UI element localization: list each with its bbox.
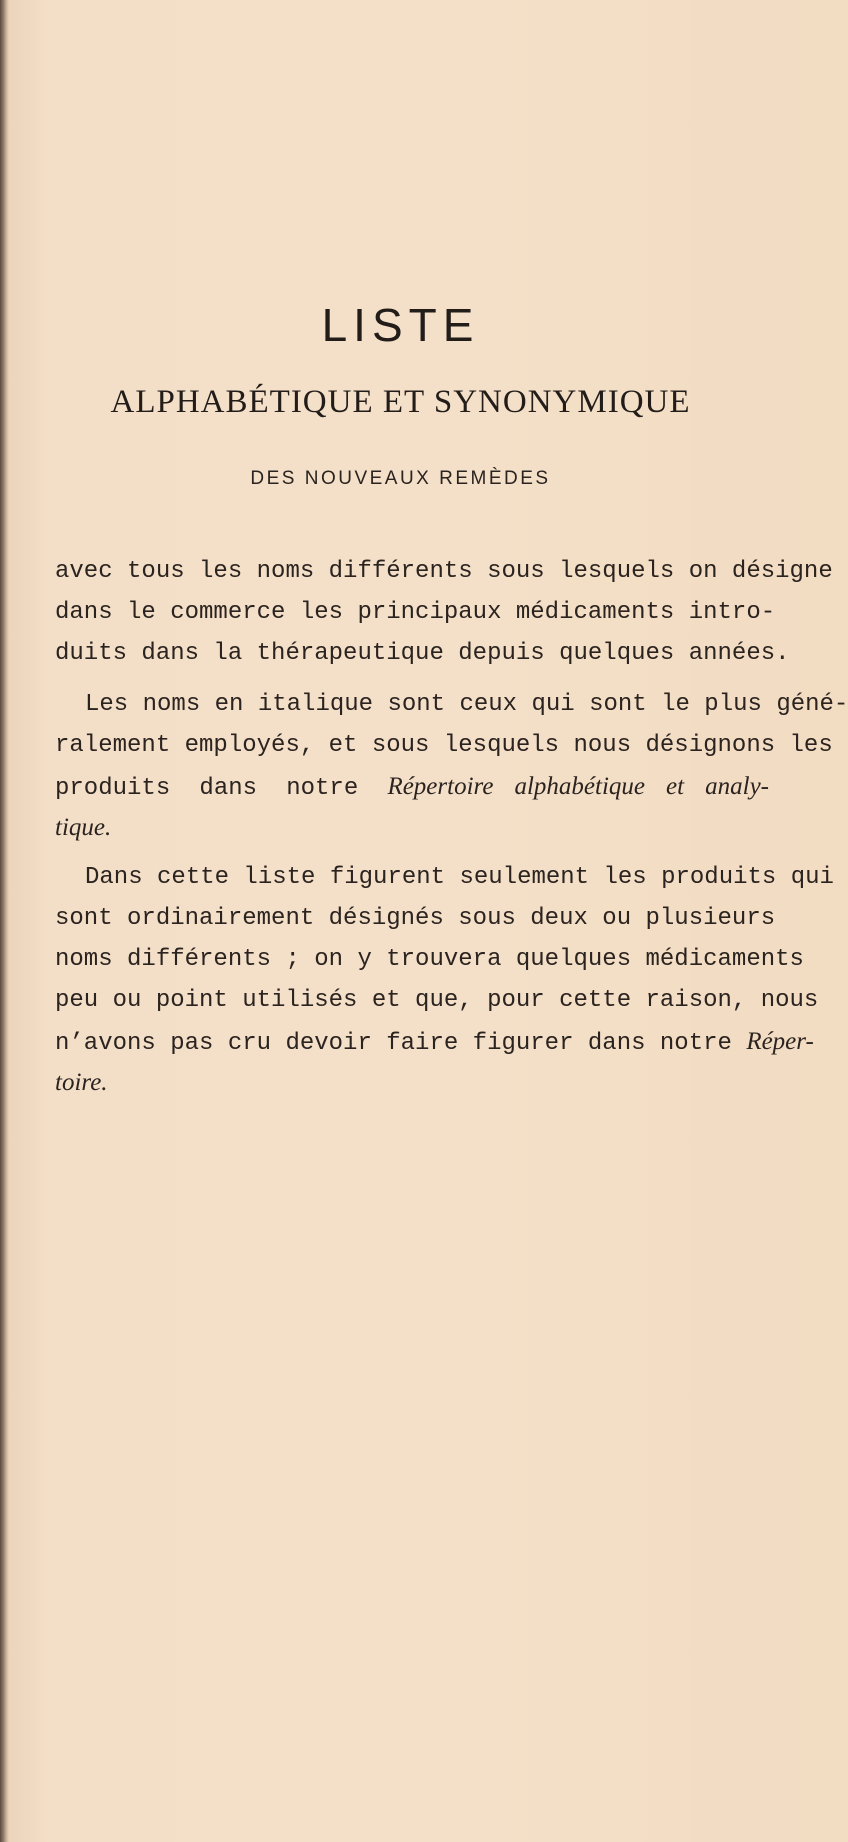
- paragraph-line: dans le commerce les principaux médicaments intro-: [55, 599, 776, 626]
- paragraph-line: [55, 766, 769, 807]
- paragraph-line: Les noms en italique sont ceux qui sont le plus géné-: [85, 691, 848, 718]
- paragraph-list-content: [55, 857, 834, 1103]
- paragraph-text: n’avons pas cru devoir faire figurer dans notre: [55, 1030, 747, 1057]
- paragraph-line: peu ou point utilisés et que, pour cette raison, nous: [55, 987, 819, 1014]
- title-subtitle: ALPHABÉTIQUE ET SYNONYMIQUE: [110, 384, 691, 420]
- italic-text: Réper-: [746, 1028, 814, 1055]
- paragraph-line: [55, 1021, 814, 1062]
- paragraph-line: [55, 1062, 769, 1103]
- paragraph-line: [55, 807, 769, 848]
- paragraph-text: produits dans notre: [55, 775, 388, 802]
- paragraph-line: ralement employés, et sous lesquels nous désignons les: [55, 732, 833, 759]
- italic-text: toire.: [55, 1069, 108, 1096]
- title-small: DES NOUVEAUX REMÈDES: [250, 468, 551, 489]
- binding-edge: [0, 0, 9, 1842]
- paragraph-line: duits dans la thérapeutique depuis quelques années.: [55, 640, 790, 667]
- title-main: LISTE: [321, 299, 480, 351]
- paragraph-line: avec tous les noms différents sous lesquels on désigne: [55, 558, 833, 585]
- paragraph-italic-note: [55, 684, 848, 848]
- paragraph-line: noms différents ; on y trouvera quelques médicaments: [55, 946, 804, 973]
- italic-text: tique.: [55, 814, 112, 841]
- paragraph-line: sont ordinairement désignés sous deux ou plusieurs: [55, 905, 776, 932]
- paragraph-line: Dans cette liste figurent seulement les produits qui: [85, 864, 834, 891]
- paragraph-intro: [55, 551, 833, 674]
- italic-text: Répertoire alphabétique et analy-: [387, 773, 769, 800]
